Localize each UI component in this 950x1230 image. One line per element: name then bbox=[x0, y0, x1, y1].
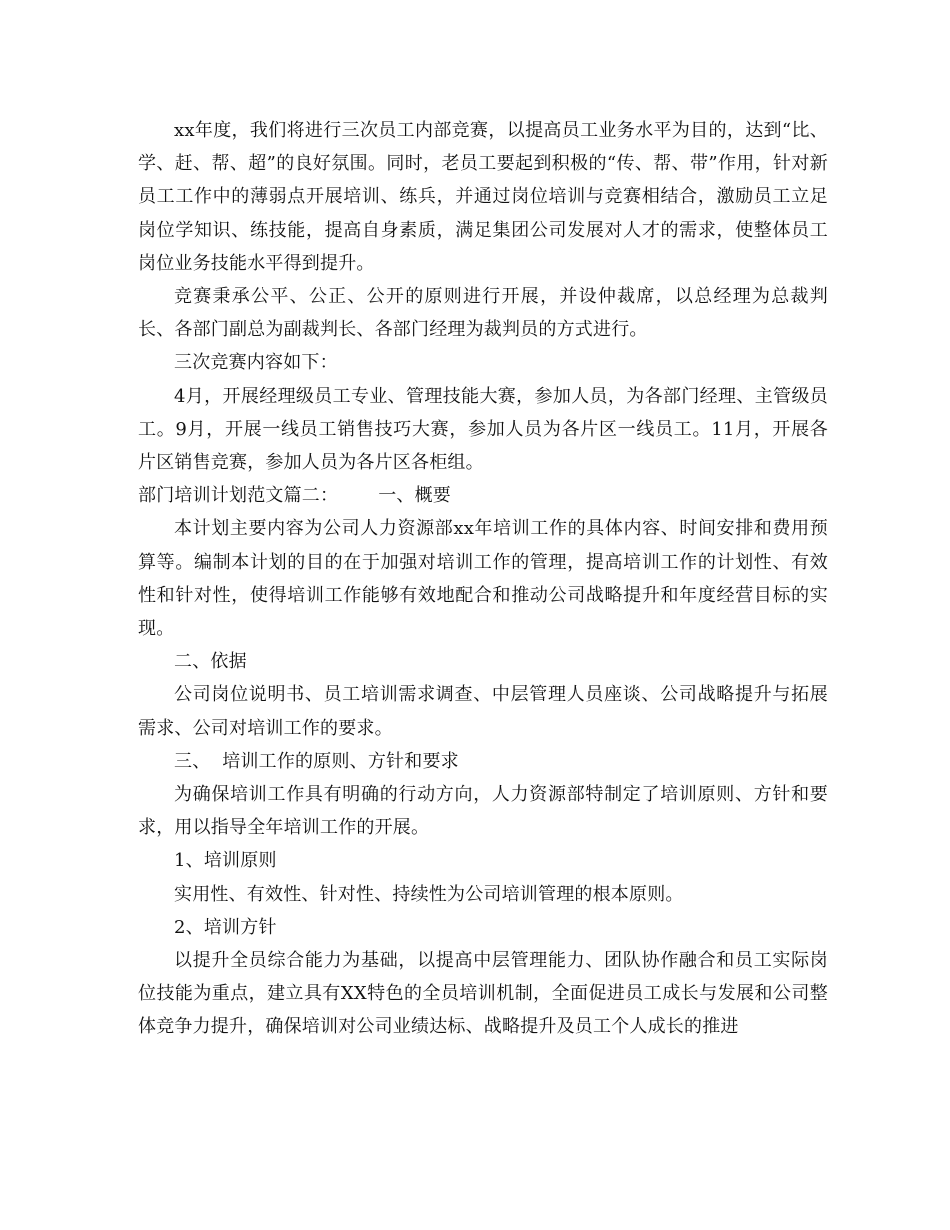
paragraph-competition-intro: xx年度，我们将进行三次员工内部竞赛，以提高员工业务水平为目的，达到“比、学、赶、帮、超”的良好氛围。同时，老员工要起到积极的“传、帮、带”作用，针对新员工工作中的薄弱点开展培训、练兵，并通过岗位培训与竞赛相结合，激励员工立足岗位学知识、练技能，提高自身素质，满足集团公司发展对人才的需求，使整体员工岗位业务技能水平得到提升。 bbox=[138, 120, 828, 274]
paragraph-overview: 本计划主要内容为公司人力资源部xx年培训工作的具体内容、时间安排和费用预算等。编制本计划的目的在于加强对培训工作的管理，提高培训工作的计划性、有效性和针对性，使得培训工作能够有效地配合和推动公司战略提升和年度经营目标的实现。 bbox=[138, 518, 828, 640]
section-subtitle: 一、概要 bbox=[378, 485, 452, 507]
document-body bbox=[138, 114, 828, 1044]
heading-basis: 二、依据 bbox=[174, 651, 247, 673]
section-heading bbox=[138, 479, 828, 512]
heading-principles: 三、 培训工作的原则、方针和要求 bbox=[174, 750, 459, 772]
paragraph-competition-rules: 竞赛秉承公平、公正、公开的原则进行开展，并设仲裁席，以总经理为总裁判长、各部门副总为副裁判长、各部门经理为裁判员的方式进行。 bbox=[138, 286, 828, 341]
paragraph-basis: 公司岗位说明书、员工培训需求调查、中层管理人员座谈、公司战略提升与拓展需求、公司对培训工作的要求。 bbox=[138, 684, 828, 739]
section-title: 部门培训计划范文篇二： bbox=[138, 485, 339, 507]
paragraph-training-policy: 以提升全员综合能力为基础，以提高中层管理能力、团队协作融合和员工实际岗位技能为重点，建立具有XX特色的全员培训机制，全面促进员工成长与发展和公司整体竞争力提升，确保培训对公司业绩达标、战略提升及员工个人成长的推进 bbox=[138, 950, 828, 1038]
heading-training-policy: 2、培训方针 bbox=[174, 916, 277, 938]
paragraph-competition-schedule: 4月，开展经理级员工专业、管理技能大赛，参加人员，为各部门经理、主管级员工。9月，开展一线员工销售技巧大赛，参加人员为各片区一线员工。11月，开展各片区销售竞赛，参加人员为各片区各柜组。 bbox=[138, 385, 828, 474]
paragraph-competition-list-heading: 三次竞赛内容如下： bbox=[174, 352, 338, 374]
heading-training-principle: 1、培训原则 bbox=[174, 850, 277, 872]
paragraph-training-principle: 实用性、有效性、针对性、持续性为公司培训管理的根本原则。 bbox=[174, 883, 684, 905]
paragraph-principles-intro: 为确保培训工作具有明确的行动方向，人力资源部特制定了培训原则、方针和要求，用以指导全年培训工作的开展。 bbox=[138, 784, 828, 839]
